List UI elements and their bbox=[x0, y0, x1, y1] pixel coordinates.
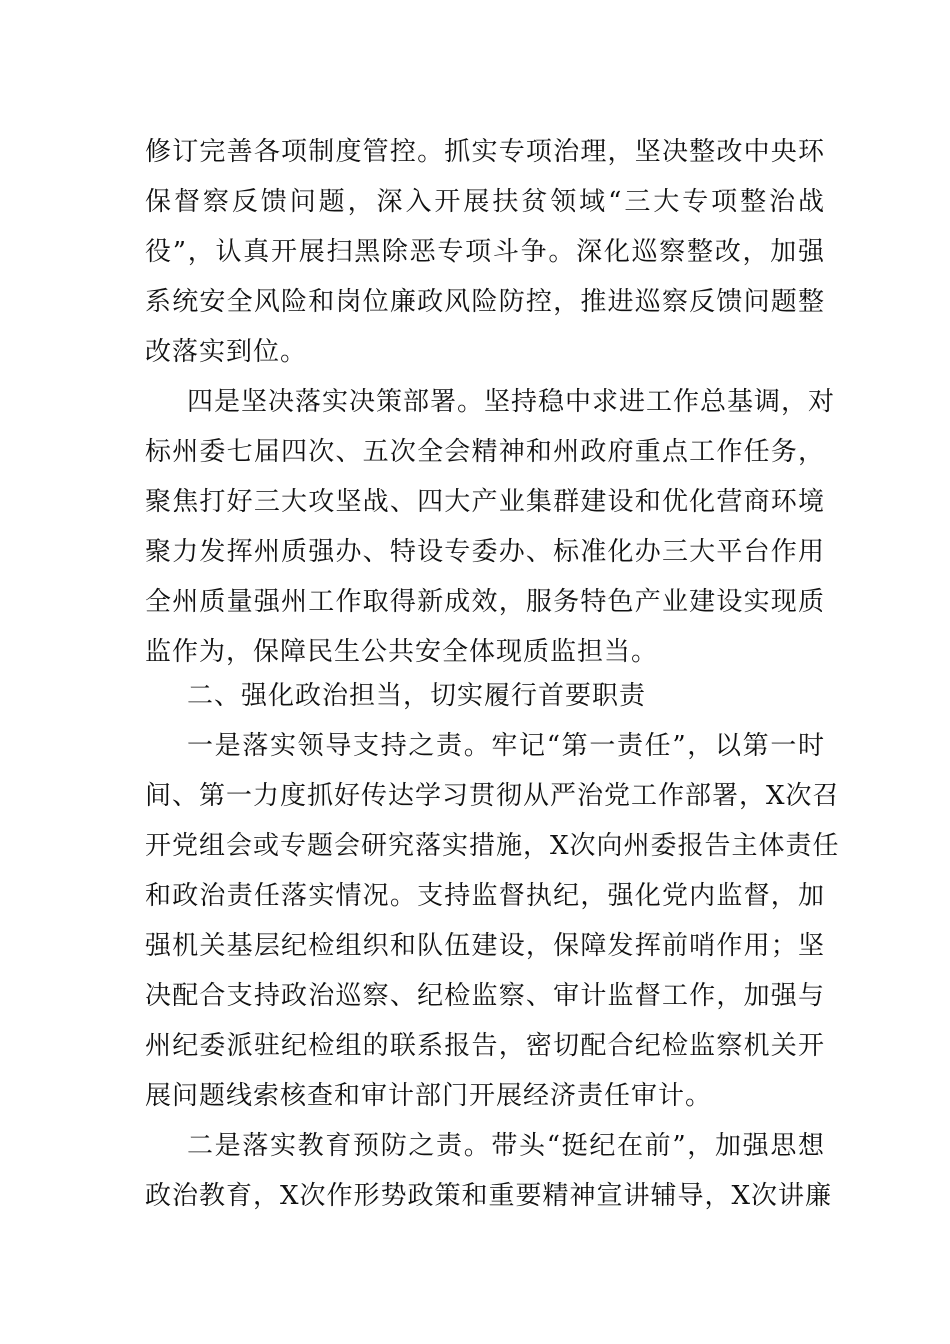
text-line: 开党组会或专题会研究落实措施，X次向州委报告主体责任 bbox=[145, 831, 840, 861]
paragraph-start-line: 四是坚决落实决策部署。坚持稳中求进工作总基调，对 bbox=[187, 387, 836, 417]
text-line: 保督察反馈问题，深入开展扶贫领域“三大专项整治战 bbox=[145, 187, 825, 217]
text-line: 全州质量强州工作取得新成效，服务特色产业建设实现质 bbox=[145, 587, 825, 617]
text-line: 和政治责任落实情况。支持监督执纪，强化党内监督，加 bbox=[145, 881, 825, 911]
paragraph-start-line: 二是落实教育预防之责。带头“挺纪在前”，加强思想 bbox=[187, 1131, 825, 1161]
text-line: 标州委七届四次、五次全会精神和州政府重点工作任务， bbox=[145, 437, 825, 467]
text-line: 聚力发挥州质强办、特设专委办、标准化办三大平台作用 bbox=[145, 537, 825, 567]
section-heading: 二、强化政治担当，切实履行首要职责 bbox=[187, 681, 647, 711]
text-line: 间、第一力度抓好传达学习贯彻从严治党工作部署，X次召 bbox=[145, 781, 840, 811]
text-line: 聚焦打好三大攻坚战、四大产业集群建设和优化营商环境 bbox=[145, 487, 825, 517]
text-line: 监作为，保障民生公共安全体现质监担当。 bbox=[145, 637, 659, 667]
text-line: 强机关基层纪检组织和队伍建设，保障发挥前哨作用；坚 bbox=[145, 931, 825, 961]
text-line: 系统安全风险和岗位廉政风险防控，推进巡察反馈问题整 bbox=[145, 287, 825, 317]
text-line: 改落实到位。 bbox=[145, 337, 308, 367]
text-line: 政治教育，X次作形势政策和重要精神宣讲辅导，X次讲廉 bbox=[145, 1181, 833, 1211]
text-line: 役”，认真开展扫黑除恶专项斗争。深化巡察整改，加强 bbox=[145, 237, 825, 267]
text-line: 展问题线索核查和审计部门开展经济责任审计。 bbox=[145, 1081, 713, 1111]
text-line: 修订完善各项制度管控。抓实专项治理，坚决整改中央环 bbox=[145, 137, 825, 167]
text-line: 决配合支持政治巡察、纪检监察、审计监督工作，加强与 bbox=[145, 981, 825, 1011]
paragraph-start-line: 一是落实领导支持之责。牢记“第一责任”，以第一时 bbox=[187, 731, 825, 761]
text-line: 州纪委派驻纪检组的联系报告，密切配合纪检监察机关开 bbox=[145, 1031, 825, 1061]
